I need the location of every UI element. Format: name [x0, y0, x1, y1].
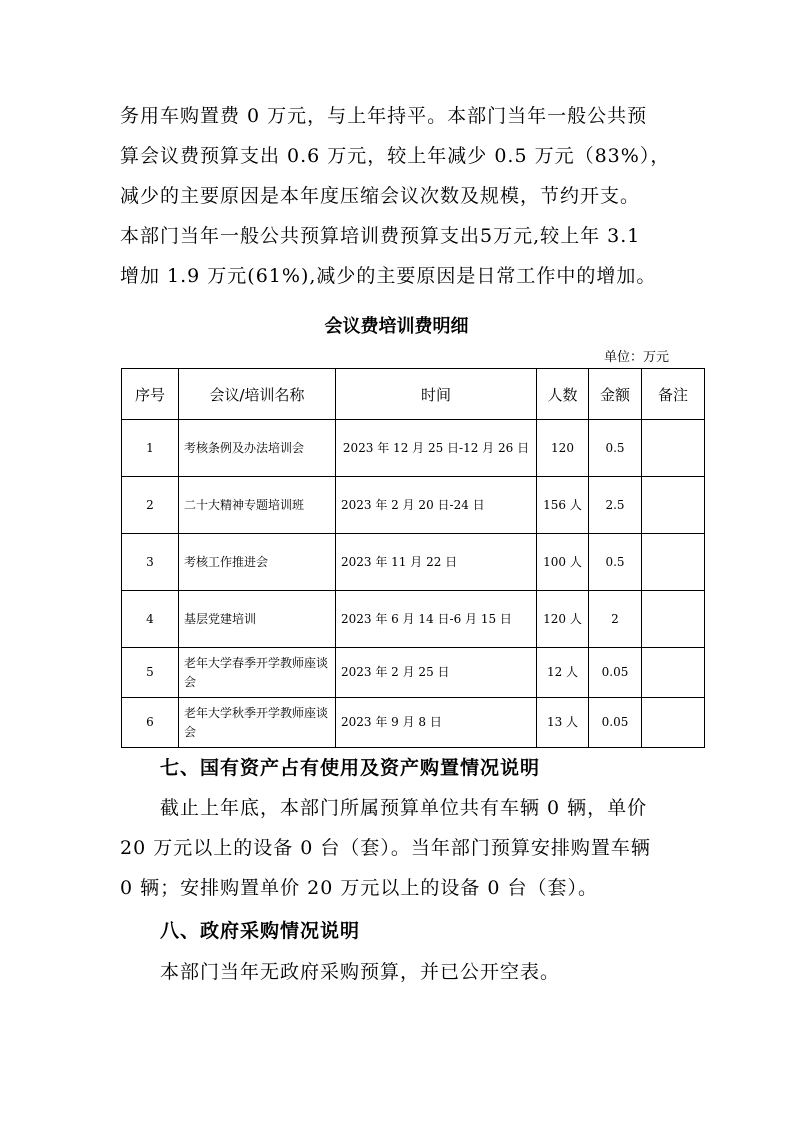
section-7-paragraph [120, 788, 695, 908]
unit-note: 单位：万元 [603, 350, 669, 365]
table-row [122, 648, 705, 698]
cell-time: 2023 年 2 月 25 日 [336, 648, 537, 698]
cell-name: 二十大精神专题培训班 [179, 477, 336, 534]
cell-name: 考核条例及办法培训会 [179, 420, 336, 477]
cell-people: 120 [537, 420, 589, 477]
header-note: 备注 [642, 369, 705, 420]
table-row [122, 698, 705, 748]
cell-people: 12 人 [537, 648, 589, 698]
cell-note [642, 698, 705, 748]
cell-people: 120 人 [537, 591, 589, 648]
cell-no: 1 [122, 420, 179, 477]
cell-time: 2023 年 2 月 20 日-24 日 [336, 477, 537, 534]
intro-paragraph [120, 96, 695, 296]
header-time: 时间 [336, 369, 537, 420]
cell-no: 2 [122, 477, 179, 534]
cell-no: 4 [122, 591, 179, 648]
cell-note [642, 648, 705, 698]
section-7-line: 截止上年底，本部门所属预算单位共有车辆 0 辆，单价 [160, 797, 648, 819]
header-no: 序号 [122, 369, 179, 420]
cell-name: 老年大学春季开学教师座谈会 [179, 648, 336, 698]
cell-amount: 0.05 [589, 648, 642, 698]
cell-time: 2023 年 12 月 25 日-12 月 26 日 [336, 420, 537, 477]
cell-note [642, 420, 705, 477]
intro-line: 减少的主要原因是本年度压缩会议次数及规模，节约开支。 [120, 185, 641, 207]
section-7-heading: 七、国有资产占有使用及资产购置情况说明 [160, 757, 541, 779]
section-8-line: 本部门当年无政府采购预算，并已公开空表。 [160, 961, 561, 983]
table-row [122, 591, 705, 648]
cell-no: 3 [122, 534, 179, 591]
intro-line: 算会议费预算支出 0.6 万元，较上年减少 0.5 万元（83%）， [120, 145, 671, 167]
cell-amount: 2.5 [589, 477, 642, 534]
header-people: 人数 [537, 369, 589, 420]
cell-no: 5 [122, 648, 179, 698]
cell-name: 考核工作推进会 [179, 534, 336, 591]
intro-line: 增加 1.9 万元(61%),减少的主要原因是日常工作中的增加。 [120, 265, 657, 287]
cell-name: 基层党建培训 [179, 591, 336, 648]
section-8-paragraph [120, 952, 695, 992]
cell-time: 2023 年 6 月 14 日-6 月 15 日 [336, 591, 537, 648]
table-row [122, 420, 705, 477]
cell-note [642, 534, 705, 591]
table-row [122, 534, 705, 591]
section-7-line: 20 万元以上的设备 0 台（套）。当年部门预算安排购置车辆 [120, 837, 651, 859]
intro-line: 本部门当年一般公共预算培训费预算支出5万元,较上年 3.1 [120, 225, 641, 247]
cell-note [642, 591, 705, 648]
cell-amount: 2 [589, 591, 642, 648]
cell-no: 6 [122, 698, 179, 748]
meeting-training-table [121, 368, 705, 748]
cell-note [642, 477, 705, 534]
cell-amount: 0.5 [589, 420, 642, 477]
cell-amount: 0.5 [589, 534, 642, 591]
section-8-heading: 八、政府采购情况说明 [160, 920, 361, 942]
cell-amount: 0.05 [589, 698, 642, 748]
header-amount: 金额 [589, 369, 642, 420]
cell-people: 13 人 [537, 698, 589, 748]
table-title: 会议费培训费明细 [324, 316, 469, 337]
cell-people: 100 人 [537, 534, 589, 591]
table-row [122, 477, 705, 534]
cell-time: 2023 年 11 月 22 日 [336, 534, 537, 591]
cell-time: 2023 年 9 月 8 日 [336, 698, 537, 748]
intro-line: 务用车购置费 0 万元，与上年持平。本部门当年一般公共预 [120, 105, 648, 127]
header-name: 会议/培训名称 [179, 369, 336, 420]
table-header-row [122, 369, 705, 420]
cell-people: 156 人 [537, 477, 589, 534]
section-7-line: 0 辆；安排购置单价 20 万元以上的设备 0 台（套）。 [120, 877, 599, 899]
cell-name: 老年大学秋季开学教师座谈会 [179, 698, 336, 748]
